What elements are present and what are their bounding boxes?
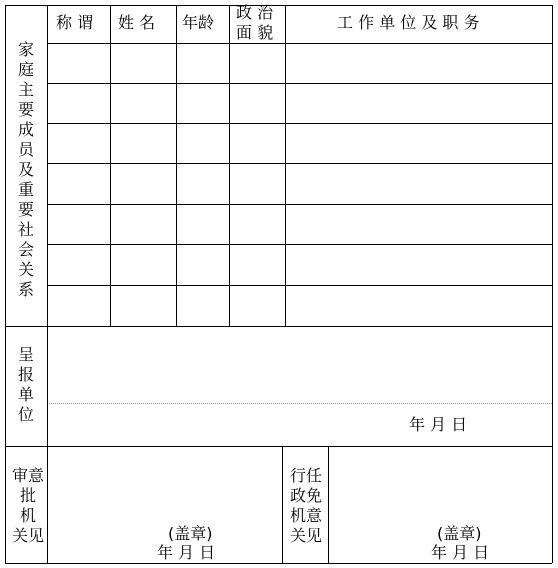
report-date: 年 月 日 [409,415,468,434]
family-cell-political[interactable] [230,84,285,123]
family-cell-age[interactable] [177,245,229,285]
section-label-char: 成 [17,120,34,139]
appoint-date: 年 月 日 [431,543,490,562]
family-cell-relation[interactable] [48,124,110,163]
family-cell-political[interactable] [230,286,285,326]
section-label-char: 审意 [11,466,44,485]
family-cell-name[interactable] [111,245,176,285]
section-label-char: 机 [19,506,36,525]
section-label-char: 要 [17,100,34,119]
header-political-2: 面 貌 [236,23,274,42]
section-label-char: 庭 [17,60,34,79]
family-cell-workplace[interactable] [286,124,552,163]
family-cell-workplace[interactable] [286,164,552,204]
family-cell-workplace[interactable] [286,84,552,123]
appoint-seal: (盖章) [437,524,482,543]
section-label-char: 单 [17,385,34,404]
border-bottom [5,563,552,564]
family-cell-political[interactable] [230,164,285,204]
section-label-char: 行任 [289,466,322,485]
header-relation: 称 谓 [56,13,94,32]
family-cell-relation[interactable] [48,84,110,123]
report-content-field[interactable] [48,327,551,445]
family-cell-political[interactable] [230,44,285,83]
family-cell-workplace[interactable] [286,205,552,244]
family-cell-workplace[interactable] [286,44,552,83]
family-cell-workplace[interactable] [286,245,552,285]
border-top [5,5,552,6]
section-label-char: 政免 [289,486,322,505]
header-political-1: 政 治 [236,3,274,22]
family-cell-age[interactable] [177,44,229,83]
family-section-label [13,40,39,300]
section-label-char: 要 [17,200,34,219]
section-label-char: 关见 [289,526,322,545]
family-cell-political[interactable] [230,245,285,285]
section-label-char: 批 [19,486,36,505]
family-cell-name[interactable] [111,124,176,163]
border-left [5,5,6,563]
section-label-char: 员 [17,140,34,159]
family-cell-relation[interactable] [48,44,110,83]
section-label-char: 会 [17,240,34,259]
section-label-char: 系 [17,280,34,299]
section-label-char: 位 [17,405,34,424]
section-label-char: 报 [17,365,34,384]
family-cell-workplace[interactable] [286,286,552,326]
family-cell-name[interactable] [111,44,176,83]
section-label-char: 主 [17,80,34,99]
family-cell-name[interactable] [111,286,176,326]
approval-divider [282,446,283,563]
family-cell-name[interactable] [111,84,176,123]
family-cell-name[interactable] [111,205,176,244]
family-cell-relation[interactable] [48,245,110,285]
approval-section-label [9,466,47,546]
section-label-char: 重 [17,180,34,199]
family-cell-age[interactable] [177,164,229,204]
appoint-section-label [286,466,326,546]
section-label-char: 社 [17,220,34,239]
section-label-char: 及 [17,160,34,179]
section-label-char: 机意 [289,506,322,525]
family-cell-age[interactable] [177,205,229,244]
family-cell-age[interactable] [177,286,229,326]
family-cell-political[interactable] [230,205,285,244]
family-cell-relation[interactable] [48,164,110,204]
header-workplace: 工 作 单 位 及 职 务 [337,13,480,32]
approval-date: 年 月 日 [157,543,216,562]
report-section-label [13,345,39,425]
section-label-char: 关 [17,260,34,279]
family-cell-age[interactable] [177,84,229,123]
section-label-char: 家 [17,40,34,59]
family-cell-relation[interactable] [48,286,110,326]
header-age: 年龄 [182,13,215,32]
header-name: 姓 名 [118,13,156,32]
border-right [552,5,553,563]
approval-seal: (盖章) [168,524,213,543]
section-label-char: 呈 [17,345,34,364]
family-cell-name[interactable] [111,164,176,204]
family-cell-political[interactable] [230,124,285,163]
family-cell-relation[interactable] [48,205,110,244]
section-label-char: 关见 [11,526,44,545]
family-cell-age[interactable] [177,124,229,163]
